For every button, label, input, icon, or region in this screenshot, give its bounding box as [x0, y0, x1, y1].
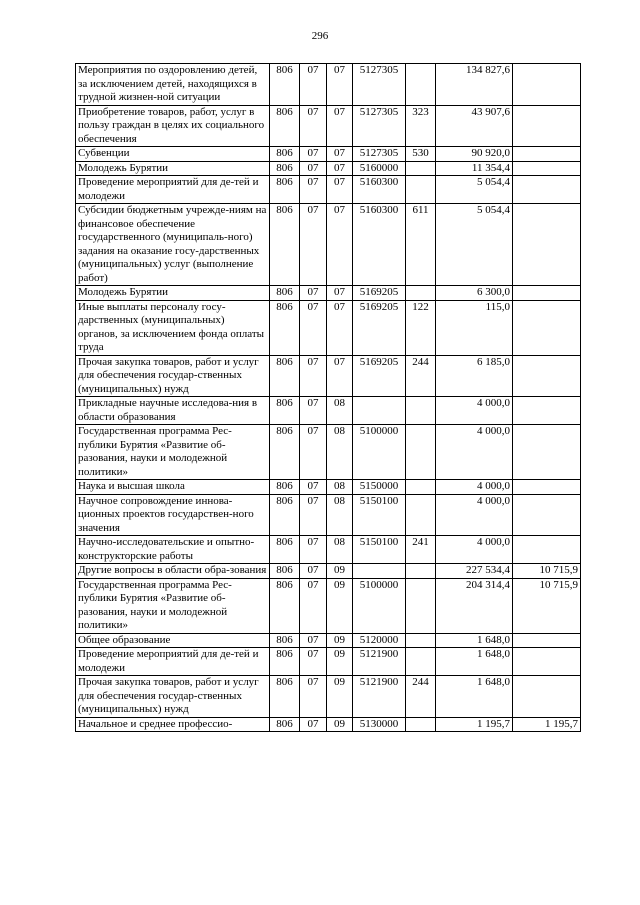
row-name: Начальное и среднее профессио-: [76, 717, 270, 732]
row-section-code: 07: [300, 355, 327, 397]
row-subsection-code: 07: [327, 355, 353, 397]
row-section-code: 07: [300, 425, 327, 480]
row-amount: 5 054,4: [436, 204, 513, 286]
row-subsection-code: 08: [327, 536, 353, 564]
row-target-code: 5169205: [353, 300, 406, 355]
row-expense-code: [406, 425, 436, 480]
row-name: Приобретение товаров, работ, услуг в пользу граждан в целях их социального обеспечения: [76, 105, 270, 147]
row-subsection-code: 07: [327, 147, 353, 162]
row-target-code: 5150100: [353, 494, 406, 536]
row-section-code: 07: [300, 161, 327, 176]
row-target-code: 5120000: [353, 633, 406, 648]
row-expense-code: [406, 64, 436, 106]
row-name: Молодежь Бурятии: [76, 161, 270, 176]
row-name: Иные выплаты персоналу госу-дарственных (муниципальных) органов, за исключением фонда оплаты труда: [76, 300, 270, 355]
row-name: Государственная программа Рес-публики Бурятия «Развитие об-разования, науки и молодежной политики»: [76, 578, 270, 633]
row-subsection-code: 09: [327, 648, 353, 676]
row-subsection-code: 07: [327, 176, 353, 204]
row-amount-extra: 10 715,9: [513, 564, 581, 579]
row-section-code: 07: [300, 578, 327, 633]
row-target-code: 5160000: [353, 161, 406, 176]
row-expense-code: [406, 286, 436, 301]
row-ministry-code: 806: [270, 176, 300, 204]
row-section-code: 07: [300, 286, 327, 301]
row-ministry-code: 806: [270, 161, 300, 176]
row-target-code: 5169205: [353, 286, 406, 301]
row-ministry-code: 806: [270, 105, 300, 147]
row-amount-extra: [513, 105, 581, 147]
table-row: [76, 676, 581, 718]
row-ministry-code: 806: [270, 355, 300, 397]
row-name: Общее образование: [76, 633, 270, 648]
row-amount-extra: [513, 355, 581, 397]
row-amount-extra: [513, 397, 581, 425]
row-section-code: 07: [300, 397, 327, 425]
budget-table: [75, 63, 581, 732]
row-amount-extra: [513, 64, 581, 106]
row-name: Прочая закупка товаров, работ и услуг для обеспечения государ-ственных (муниципальных) нужд: [76, 355, 270, 397]
table-row: [76, 176, 581, 204]
row-expense-code: [406, 494, 436, 536]
row-name: Субсидии бюджетным учрежде-ниям на финансовое обеспечение государственного (муниципаль-ного) задания на оказание госу-дарственных (муниципальных) услуг (выполнение работ): [76, 204, 270, 286]
row-name: Проведение мероприятий для де-тей и молодежи: [76, 648, 270, 676]
row-section-code: 07: [300, 176, 327, 204]
row-expense-code: [406, 717, 436, 732]
row-name: Субвенции: [76, 147, 270, 162]
row-subsection-code: 09: [327, 578, 353, 633]
table-row: [76, 480, 581, 495]
row-amount: 11 354,4: [436, 161, 513, 176]
row-subsection-code: 08: [327, 494, 353, 536]
row-amount: 1 648,0: [436, 633, 513, 648]
row-amount-extra: [513, 536, 581, 564]
row-ministry-code: 806: [270, 425, 300, 480]
table-row: [76, 147, 581, 162]
row-amount-extra: [513, 633, 581, 648]
row-ministry-code: 806: [270, 648, 300, 676]
row-expense-code: 244: [406, 676, 436, 718]
row-name: Государственная программа Рес-публики Бурятия «Развитие об-разования, науки и молодежной политики»: [76, 425, 270, 480]
table-row: [76, 648, 581, 676]
row-ministry-code: 806: [270, 147, 300, 162]
table-row: [76, 564, 581, 579]
table-row: [76, 397, 581, 425]
row-ministry-code: 806: [270, 717, 300, 732]
row-amount-extra: [513, 147, 581, 162]
row-section-code: 07: [300, 204, 327, 286]
row-expense-code: [406, 633, 436, 648]
table-row: [76, 578, 581, 633]
row-target-code: 5121900: [353, 648, 406, 676]
row-amount-extra: [513, 425, 581, 480]
row-section-code: 07: [300, 480, 327, 495]
row-ministry-code: 806: [270, 204, 300, 286]
row-target-code: 5160300: [353, 204, 406, 286]
row-amount: 1 648,0: [436, 648, 513, 676]
row-amount: 1 195,7: [436, 717, 513, 732]
row-section-code: 07: [300, 64, 327, 106]
row-expense-code: [406, 578, 436, 633]
row-amount-extra: 1 195,7: [513, 717, 581, 732]
row-target-code: 5169205: [353, 355, 406, 397]
table-row: [76, 717, 581, 732]
row-section-code: 07: [300, 300, 327, 355]
row-amount: 43 907,6: [436, 105, 513, 147]
row-name: Молодежь Бурятии: [76, 286, 270, 301]
row-amount-extra: [513, 176, 581, 204]
row-subsection-code: 08: [327, 480, 353, 495]
row-amount: 134 827,6: [436, 64, 513, 106]
row-target-code: 5121900: [353, 676, 406, 718]
row-ministry-code: 806: [270, 397, 300, 425]
row-target-code: 5130000: [353, 717, 406, 732]
row-amount-extra: [513, 161, 581, 176]
row-ministry-code: 806: [270, 480, 300, 495]
row-ministry-code: 806: [270, 494, 300, 536]
row-amount: 4 000,0: [436, 425, 513, 480]
row-amount-extra: [513, 204, 581, 286]
row-name: Научно-исследовательские и опытно-конструкторские работы: [76, 536, 270, 564]
row-amount: 5 054,4: [436, 176, 513, 204]
row-section-code: 07: [300, 648, 327, 676]
row-section-code: 07: [300, 717, 327, 732]
row-target-code: 5127305: [353, 105, 406, 147]
table-row: [76, 355, 581, 397]
row-target-code: 5100000: [353, 578, 406, 633]
row-amount: 90 920,0: [436, 147, 513, 162]
row-expense-code: [406, 161, 436, 176]
row-subsection-code: 07: [327, 286, 353, 301]
row-section-code: 07: [300, 676, 327, 718]
row-subsection-code: 07: [327, 204, 353, 286]
row-name: Научное сопровождение иннова-ционных проектов государствен-ного значения: [76, 494, 270, 536]
row-ministry-code: 806: [270, 300, 300, 355]
table-row: [76, 425, 581, 480]
table-row: [76, 633, 581, 648]
row-amount: 4 000,0: [436, 494, 513, 536]
row-target-code: 5100000: [353, 425, 406, 480]
row-target-code: 5150000: [353, 480, 406, 495]
row-expense-code: [406, 176, 436, 204]
row-expense-code: [406, 480, 436, 495]
row-subsection-code: 09: [327, 717, 353, 732]
row-amount: 4 000,0: [436, 397, 513, 425]
row-amount: 1 648,0: [436, 676, 513, 718]
row-amount: 115,0: [436, 300, 513, 355]
row-subsection-code: 07: [327, 105, 353, 147]
row-section-code: 07: [300, 494, 327, 536]
table-row: [76, 105, 581, 147]
row-target-code: 5160300: [353, 176, 406, 204]
row-subsection-code: 08: [327, 397, 353, 425]
row-amount-extra: [513, 676, 581, 718]
row-section-code: 07: [300, 564, 327, 579]
row-amount: 4 000,0: [436, 536, 513, 564]
row-expense-code: [406, 648, 436, 676]
row-ministry-code: 806: [270, 564, 300, 579]
row-amount-extra: [513, 494, 581, 536]
row-section-code: 07: [300, 105, 327, 147]
table-row: [76, 300, 581, 355]
row-ministry-code: 806: [270, 676, 300, 718]
row-target-code: [353, 397, 406, 425]
row-ministry-code: 806: [270, 578, 300, 633]
row-expense-code: [406, 564, 436, 579]
row-amount-extra: [513, 286, 581, 301]
row-amount-extra: [513, 648, 581, 676]
table-row: [76, 536, 581, 564]
row-section-code: 07: [300, 633, 327, 648]
row-name: Прочая закупка товаров, работ и услуг для обеспечения государ-ственных (муниципальных) нужд: [76, 676, 270, 718]
table-row: [76, 161, 581, 176]
row-name: Другие вопросы в области обра-зования: [76, 564, 270, 579]
row-subsection-code: 07: [327, 64, 353, 106]
page-number: 296: [311, 30, 329, 42]
row-subsection-code: 07: [327, 300, 353, 355]
row-ministry-code: 806: [270, 286, 300, 301]
row-subsection-code: 09: [327, 633, 353, 648]
row-name: Проведение мероприятий для де-тей и молодежи: [76, 176, 270, 204]
row-section-code: 07: [300, 147, 327, 162]
row-name: Наука и высшая школа: [76, 480, 270, 495]
row-amount: 6 300,0: [436, 286, 513, 301]
row-expense-code: 241: [406, 536, 436, 564]
row-expense-code: 244: [406, 355, 436, 397]
row-ministry-code: 806: [270, 536, 300, 564]
row-ministry-code: 806: [270, 64, 300, 106]
row-target-code: 5127305: [353, 64, 406, 106]
row-amount-extra: [513, 480, 581, 495]
row-amount-extra: 10 715,9: [513, 578, 581, 633]
row-amount: 4 000,0: [436, 480, 513, 495]
row-name: Мероприятия по оздоровлению детей, за исключением детей, находящихся в трудной жизнен-ной ситуации: [76, 64, 270, 106]
row-expense-code: [406, 397, 436, 425]
row-expense-code: 611: [406, 204, 436, 286]
table-body: [76, 64, 581, 732]
row-subsection-code: 09: [327, 564, 353, 579]
row-expense-code: 530: [406, 147, 436, 162]
row-expense-code: 323: [406, 105, 436, 147]
row-section-code: 07: [300, 536, 327, 564]
row-name: Прикладные научные исследова-ния в области образования: [76, 397, 270, 425]
row-amount-extra: [513, 300, 581, 355]
row-ministry-code: 806: [270, 633, 300, 648]
row-amount: 6 185,0: [436, 355, 513, 397]
row-amount: 227 534,4: [436, 564, 513, 579]
row-expense-code: 122: [406, 300, 436, 355]
table-row: [76, 204, 581, 286]
table-row: [76, 64, 581, 106]
table-row: [76, 494, 581, 536]
row-amount: 204 314,4: [436, 578, 513, 633]
table-row: [76, 286, 581, 301]
row-target-code: [353, 564, 406, 579]
row-target-code: 5150100: [353, 536, 406, 564]
row-subsection-code: 09: [327, 676, 353, 718]
row-subsection-code: 07: [327, 161, 353, 176]
row-subsection-code: 08: [327, 425, 353, 480]
row-target-code: 5127305: [353, 147, 406, 162]
